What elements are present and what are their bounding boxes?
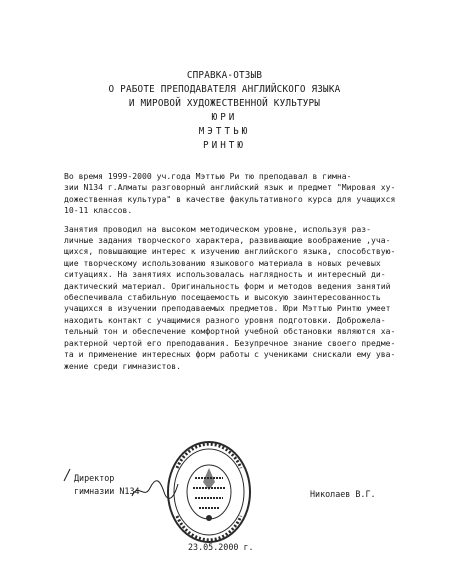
text-line: дактический материал. Оригинальность форм и методов ведения занятий [64, 280, 391, 291]
text-line: щихся, повышающие интерес к изучению английского языка, способствую- [64, 246, 396, 257]
slash-mark-icon [62, 468, 72, 482]
text-line: ситуациях. На занятиях использовалась наглядность и интересный ди- [64, 269, 386, 280]
text-line: 10-11 классов. [64, 205, 133, 216]
document-body [64, 171, 436, 372]
document-date: 23.05.2000 г. [188, 542, 254, 552]
doc-subtitle-line2: И МИРОВОЙ ХУДОЖЕСТВЕННОЙ КУЛЬТУРЫ [128, 98, 321, 109]
teacher-last-name: РИНТЮ [203, 140, 246, 151]
text-line: обеспечивала стабильную посещаемость и высокую заинтересованность [64, 292, 381, 303]
round-seal-stamp-icon [165, 438, 253, 546]
text-line: рактерной чертой его преподавания. Безупречное знание своего предме- [64, 337, 396, 348]
text-line: Во время 1999-2000 уч.года Мэттью Ри тю преподавал в гимна- [64, 171, 352, 181]
signatory-name: Николаев В.Г. [310, 489, 376, 499]
document-header [0, 69, 449, 153]
text-line: жение среди гимназистов. [64, 360, 181, 371]
paragraph-1 [64, 171, 436, 217]
text-line: зии N134 г.Алматы разговорный английский язык и предмет "Мировая ху- [64, 182, 396, 193]
signatory-position: Директор [74, 473, 115, 483]
text-line: щие творческому использованию языкового материала в новых речевых [64, 257, 381, 268]
text-line: находить контакт с учащимися разного уровня подготовки. Доброжела- [64, 314, 386, 325]
doc-subtitle-line1: О РАБОТЕ ПРЕПОДАВАТЕЛЯ АНГЛИЙСКОГО ЯЗЫКА [108, 84, 341, 95]
teacher-first-name: ЮРИ [211, 112, 238, 123]
text-line: Занятия проводил на высоком методическом уровне, используя раз- [64, 223, 371, 234]
text-line: учащихся в изучении преподаваемых предметов. Юри Мэттью Ринтю умеет [64, 303, 391, 314]
text-line: личные задания творческого характера, развивающие воображение ,уча- [64, 235, 391, 246]
doc-title: СПРАВКА-ОТЗЫВ [186, 70, 263, 81]
paragraph-2 [64, 224, 436, 372]
text-line: та и применение интересных форм работы с учениками снискали ему ува- [64, 349, 396, 360]
text-line: дожественная культура" в качестве факультативного курса для учащихся [64, 193, 396, 204]
text-line: тельный тон и обеспечение комфортной учебной обстановки являются ха- [64, 326, 396, 337]
signatory-organization: гимназии N134 [74, 486, 140, 496]
teacher-middle-name: МЭТТЬЮ [198, 126, 251, 137]
